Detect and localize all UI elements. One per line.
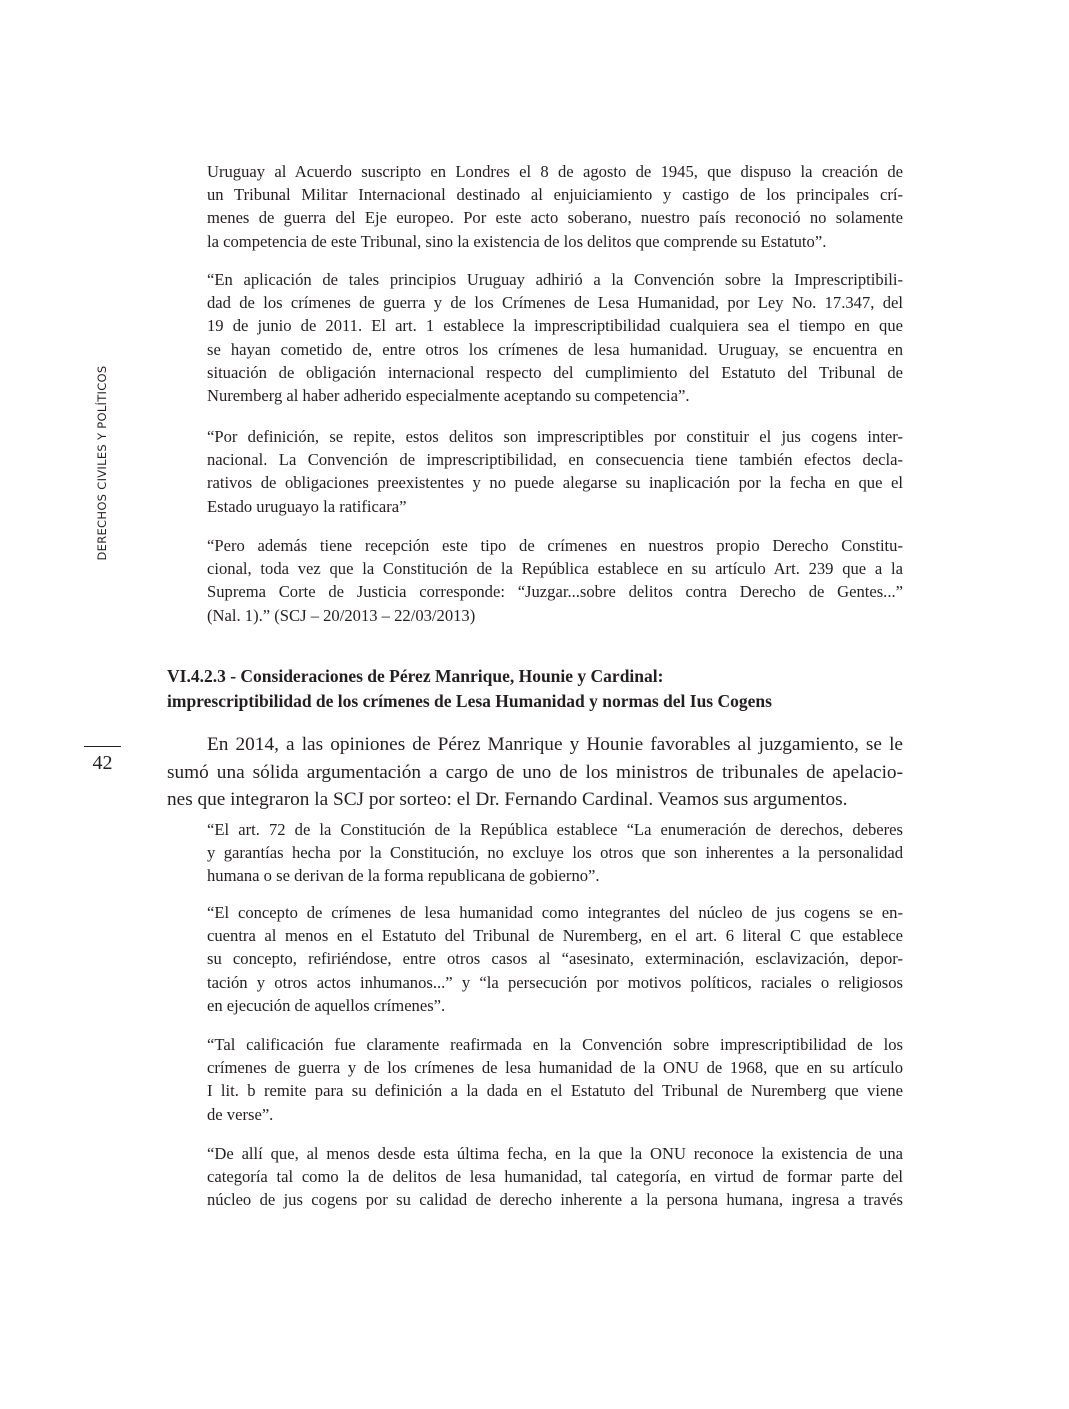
text-line: “En aplicación de tales principios Uruguay adhirió a la Convención sobre la Imprescriptibili-: [207, 270, 903, 289]
quote-paragraph: [207, 1142, 903, 1212]
text-line: Uruguay al Acuerdo suscripto en Londres el 8 de agosto de 1945, que dispuso la creación de: [207, 162, 903, 181]
text-line: (Nal. 1).” (SCJ – 20/2013 – 22/03/2013): [207, 605, 476, 625]
page-number-rule: [84, 746, 121, 747]
text-line: “Pero además tiene recepción este tipo de crímenes en nuestros propio Derecho Constitu-: [207, 536, 903, 555]
text-line: la competencia de este Tribunal, sino la existencia de los delitos que comprende su Estatuto”.: [207, 231, 827, 251]
text-line: “El art. 72 de la Constitución de la República establece “La enumeración de derechos, deberes: [207, 820, 903, 839]
text-line: “Por definición, se repite, estos delitos son imprescriptibles por constituir el jus cogens inter-: [207, 427, 903, 446]
quote-paragraph: [207, 425, 903, 518]
text-line: de verse”.: [207, 1104, 274, 1124]
quote-paragraph: [207, 901, 903, 1017]
text-line: cional, toda vez que la Constitución de la República establece en su artículo Art. 239 que a la: [207, 559, 903, 579]
text-line: tación y otros actos inhumanos...” y “la persecución por motivos políticos, raciales o religiosos: [207, 972, 903, 992]
text-line: categoría tal como la de delitos de lesa humanidad, tal categoría, en virtud de formar parte del: [207, 1167, 903, 1187]
text-line: situación de obligación internacional respecto del cumplimiento del Estatuto del Tribunal de: [207, 362, 903, 382]
quote-paragraph: [207, 534, 903, 627]
text-line: “De allí que, al menos desde esta última fecha, en la que la ONU reconoce la existencia de una: [207, 1144, 903, 1163]
section-running-title: DERECHOS CIVILES Y POLÍTICOS: [95, 365, 109, 561]
text-line: un Tribunal Militar Internacional destinado al enjuiciamiento y castigo de los principales crí-: [207, 185, 903, 205]
text-line: su concepto, refiriéndose, entre otros casos al “asesinato, exterminación, esclavización, depor-: [207, 949, 903, 969]
quote-paragraph: [207, 160, 903, 253]
text-line: en ejecución de aquellos crímenes”.: [207, 995, 446, 1015]
quote-paragraph: [207, 268, 903, 407]
text-line: nes que integraron la SCJ por sorteo: el Dr. Fernando Cardinal. Veamos sus argumentos.: [167, 789, 848, 811]
text-line: En 2014, a las opiniones de Pérez Manrique y Hounie favorables al juzgamiento, se le: [207, 734, 903, 755]
text-line: crímenes de guerra y de los crímenes de lesa humanidad de la ONU de 1968, que en su artículo: [207, 1058, 903, 1078]
text-line: Estado uruguayo la ratificara”: [207, 496, 407, 516]
text-line: nacional. La Convención de imprescriptibilidad, en consecuencia tiene también efectos decla-: [207, 450, 903, 470]
text-line: núcleo de jus cogens por su calidad de derecho inherente a la persona humana, ingresa a través: [207, 1190, 903, 1210]
text-line: sumó una sólida argumentación a cargo de uno de los ministros de tribunales de apelacio-: [167, 761, 903, 783]
text-line: rativos de obligaciones preexistentes y no puede alegarse su inaplicación por la fecha en que el: [207, 473, 903, 493]
page-number: 42: [92, 752, 113, 774]
text-line: 19 de junio de 2011. El art. 1 establece la imprescriptibilidad cualquiera sea el tiempo en que: [207, 316, 903, 336]
text-line: menes de guerra del Eje europeo. Por este acto soberano, nuestro país reconoció no solamente: [207, 208, 903, 228]
section-heading-line: VI.4.2.3 - Consideraciones de Pérez Manrique, Hounie y Cardinal:: [167, 666, 664, 686]
quote-paragraph: [207, 1033, 903, 1126]
text-line: I lit. b remite para su definición a la dada en el Estatuto del Tribunal de Nuremberg que viene: [207, 1081, 903, 1101]
text-line: “Tal calificación fue claramente reafirmada en la Convención sobre imprescriptibilidad de los: [207, 1035, 903, 1054]
body-paragraph: [167, 731, 903, 814]
text-line: humana o se derivan de la forma republicana de gobierno”.: [207, 866, 600, 886]
text-line: cuentra al menos en el Estatuto del Tribunal de Nuremberg, en el art. 6 literal C que establece: [207, 926, 903, 946]
text-line: dad de los crímenes de guerra y de los Crímenes de Lesa Humanidad, por Ley No. 17.347, del: [207, 293, 903, 313]
section-heading: [167, 664, 887, 713]
text-line: Nuremberg al haber adherido especialmente aceptando su competencia”.: [207, 386, 690, 406]
quote-paragraph: [207, 818, 903, 888]
text-line: “El concepto de crímenes de lesa humanidad como integrantes del núcleo de jus cogens se en-: [207, 903, 903, 922]
text-line: se hayan cometido de, entre otros los crímenes de lesa humanidad. Uruguay, se encuentra en: [207, 339, 903, 359]
text-line: Suprema Corte de Justicia corresponde: “Juzgar...sobre delitos contra Derecho de Gentes...”: [207, 582, 903, 602]
section-heading-line: imprescriptibilidad de los crímenes de Lesa Humanidad y normas del Ius Cogens: [167, 690, 772, 711]
text-line: y garantías hecha por la Constitución, no excluye los otros que son inherentes a la personalidad: [207, 843, 903, 863]
